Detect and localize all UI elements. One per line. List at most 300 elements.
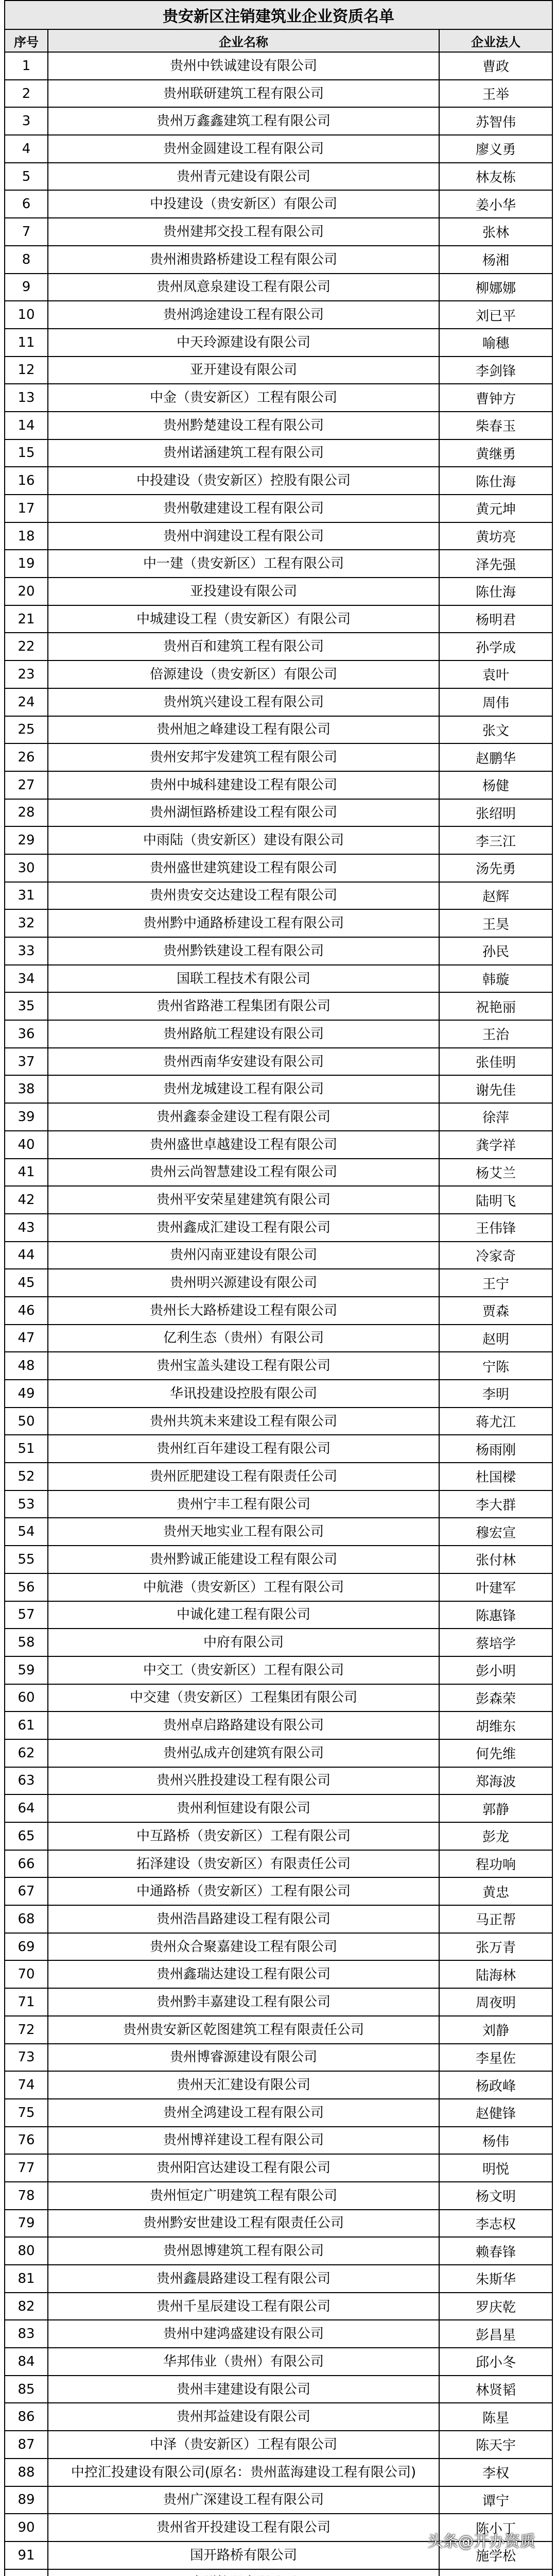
row-index: 42 <box>5 1186 48 1214</box>
row-index: 11 <box>5 329 48 357</box>
company-name: 贵州恒定广明建筑工程有限公司 <box>48 2182 439 2210</box>
table-row <box>5 52 552 80</box>
table-row <box>5 2210 552 2238</box>
table-row <box>5 633 552 660</box>
row-index: 53 <box>5 1490 48 1518</box>
company-name: 贵州天地实业工程有限公司 <box>48 1518 439 1546</box>
legal-representative: 杨健 <box>439 771 552 799</box>
legal-representative: 黄忠 <box>439 1877 552 1905</box>
table-row <box>5 1490 552 1518</box>
row-index: 79 <box>5 2210 48 2238</box>
company-name: 贵州百和建筑工程有限公司 <box>48 633 439 660</box>
company-name: 贵州红百年建设工程有限公司 <box>48 1435 439 1463</box>
legal-representative: 刘静 <box>439 2016 552 2044</box>
row-index: 82 <box>5 2293 48 2320</box>
table-row <box>5 301 552 329</box>
legal-representative: 柳娜娜 <box>439 274 552 301</box>
company-name: 中诚化建工程有限公司 <box>48 1601 439 1629</box>
document-sheet <box>4 0 552 2576</box>
row-index: 34 <box>5 965 48 993</box>
table-row <box>5 799 552 827</box>
table-row <box>5 1684 552 1712</box>
table-row <box>5 495 552 522</box>
legal-representative <box>439 2569 552 2576</box>
legal-representative: 王治 <box>439 1020 552 1048</box>
legal-representative: 孙学成 <box>439 633 552 660</box>
column-header-legal-rep: 企业法人 <box>439 29 552 52</box>
legal-representative: 祝艳丽 <box>439 992 552 1020</box>
legal-representative: 明悦 <box>439 2154 552 2182</box>
legal-representative: 叶建军 <box>439 1573 552 1601</box>
row-index: 4 <box>5 135 48 163</box>
row-index: 75 <box>5 2099 48 2127</box>
legal-representative: 谭宁 <box>439 2486 552 2514</box>
table-row <box>5 826 552 854</box>
table-row <box>5 439 552 467</box>
company-name: 贵州黔中通路桥建设工程有限公司 <box>48 909 439 937</box>
company-name: 中控汇投建设有限公司(原名：贵州蓝海建设工程有限公司) <box>48 2459 439 2486</box>
company-name: 贵州湘贵路桥建设工程有限公司 <box>48 246 439 274</box>
row-index: 77 <box>5 2154 48 2182</box>
row-index: 19 <box>5 550 48 578</box>
legal-representative: 杨湘 <box>439 246 552 274</box>
table-row <box>5 660 552 688</box>
table-row <box>5 2016 552 2044</box>
row-index: 67 <box>5 1877 48 1905</box>
legal-representative: 蔡培学 <box>439 1629 552 1656</box>
legal-representative: 张佳明 <box>439 1048 552 1076</box>
table-row <box>5 1159 552 1187</box>
legal-representative: 苏智伟 <box>439 107 552 135</box>
legal-representative: 陈惠锋 <box>439 1601 552 1629</box>
legal-representative: 李权 <box>439 2459 552 2486</box>
table-row <box>5 2127 552 2155</box>
row-index: 87 <box>5 2431 48 2459</box>
table-row <box>5 1463 552 1490</box>
row-index: 1 <box>5 52 48 80</box>
table-row <box>5 1850 552 1878</box>
row-index: 50 <box>5 1408 48 1435</box>
row-index: 23 <box>5 660 48 688</box>
legal-representative: 赵健锋 <box>439 2099 552 2127</box>
legal-representative: 曹政 <box>439 52 552 80</box>
row-index: 29 <box>5 826 48 854</box>
table-row <box>5 1739 552 1767</box>
legal-representative: 赵明 <box>439 1325 552 1352</box>
table-row <box>5 716 552 744</box>
table-row <box>5 1988 552 2016</box>
company-name: 贵州青元建设有限公司 <box>48 163 439 191</box>
row-index: 44 <box>5 1242 48 1269</box>
table-row <box>5 246 552 274</box>
row-index: 14 <box>5 412 48 439</box>
row-index: 56 <box>5 1573 48 1601</box>
table-row <box>5 965 552 993</box>
row-index: 30 <box>5 854 48 882</box>
legal-representative: 姜小华 <box>439 190 552 218</box>
legal-representative: 龚学祥 <box>439 1131 552 1159</box>
table-row <box>5 1075 552 1103</box>
company-name: 贵州中城科建建设工程有限公司 <box>48 771 439 799</box>
legal-representative: 张文 <box>439 716 552 744</box>
company-name: 贵州闪南亚建设有限公司 <box>48 1242 439 1269</box>
company-name: 贵州安邦宇发建筑工程有限公司 <box>48 743 439 771</box>
table-row <box>5 1325 552 1352</box>
table-row <box>5 1408 552 1435</box>
company-name: 华讯投建设控股有限公司 <box>48 1380 439 1408</box>
row-index: 28 <box>5 799 48 827</box>
legal-representative: 喻穗 <box>439 329 552 357</box>
table-row <box>5 329 552 357</box>
company-name: 亚开建设有限公司 <box>48 357 439 384</box>
company-name: 贵州盛世建筑建设工程有限公司 <box>48 854 439 882</box>
row-index: 65 <box>5 1822 48 1850</box>
row-index: 13 <box>5 384 48 412</box>
row-index: 10 <box>5 301 48 329</box>
table-row <box>5 2237 552 2265</box>
row-index: 5 <box>5 163 48 191</box>
table-row <box>5 1352 552 1380</box>
table-row <box>5 1822 552 1850</box>
company-name: 贵州恩博建筑工程有限公司 <box>48 2237 439 2265</box>
company-name: 贵州省开投建设工程有限公司 <box>48 2514 439 2541</box>
table-header-row <box>5 29 552 52</box>
table-row <box>5 2320 552 2348</box>
company-name: 倍源建设（贵安新区）有限公司 <box>48 660 439 688</box>
table-row <box>5 1573 552 1601</box>
row-index: 89 <box>5 2486 48 2514</box>
table-row <box>5 937 552 965</box>
table-row <box>5 2348 552 2376</box>
row-index: 64 <box>5 1794 48 1822</box>
table-row <box>5 2459 552 2486</box>
legal-representative: 陈仕海 <box>439 467 552 495</box>
company-name: 亚投建设有限公司 <box>48 578 439 605</box>
legal-representative: 张绍明 <box>439 799 552 827</box>
table-row <box>5 1269 552 1297</box>
table-row <box>5 1601 552 1629</box>
legal-representative: 彭森荣 <box>439 1684 552 1712</box>
legal-representative: 王举 <box>439 80 552 108</box>
company-name: 贵州弘成卉创建筑有限公司 <box>48 1739 439 1767</box>
row-index: 35 <box>5 992 48 1020</box>
table-row <box>5 688 552 716</box>
legal-representative: 穆宏宣 <box>439 1518 552 1546</box>
legal-representative: 王宁 <box>439 1269 552 1297</box>
legal-representative: 黄元坤 <box>439 495 552 522</box>
table-row <box>5 1242 552 1269</box>
row-index: 21 <box>5 605 48 633</box>
table-row <box>5 2486 552 2514</box>
row-index: 32 <box>5 909 48 937</box>
company-name: 贵州利恒建设有限公司 <box>48 1794 439 1822</box>
company-name: 贵州西南华安建设有限公司 <box>48 1048 439 1076</box>
legal-representative: 杨伟 <box>439 2127 552 2155</box>
row-index: 12 <box>5 357 48 384</box>
table-row <box>5 274 552 301</box>
table-row <box>5 1960 552 1988</box>
company-name: 贵州凤意泉建设工程有限公司 <box>48 274 439 301</box>
legal-representative: 蒋尤江 <box>439 1408 552 1435</box>
legal-representative: 何先维 <box>439 1739 552 1767</box>
table-row <box>5 578 552 605</box>
company-name: 贵州龙城建设工程有限公司 <box>48 1075 439 1103</box>
legal-representative: 贾森 <box>439 1297 552 1325</box>
company-name: 贵州黔铁建设工程有限公司 <box>48 937 439 965</box>
table-row <box>5 605 552 633</box>
table-row <box>5 1933 552 1961</box>
legal-representative: 林贤韬 <box>439 2376 552 2403</box>
company-name: 中投建设（贵安新区）有限公司 <box>48 190 439 218</box>
company-name: 贵州省路港工程集团有限公司 <box>48 992 439 1020</box>
company-name: 贵州浩昌路建设工程有限公司 <box>48 1905 439 1933</box>
company-name: 国联工程技术有限公司 <box>48 965 439 993</box>
row-index: 36 <box>5 1020 48 1048</box>
table-row <box>5 2071 552 2099</box>
row-index: 45 <box>5 1269 48 1297</box>
company-name: 贵州邦益建设有限公司 <box>48 2403 439 2431</box>
row-index: 8 <box>5 246 48 274</box>
company-name: 贵州鑫成汇建设工程有限公司 <box>48 1214 439 1242</box>
company-name: 拓泽建设（贵安新区）有限责任公司 <box>48 1850 439 1878</box>
table-row <box>5 1131 552 1159</box>
table-row <box>5 2431 552 2459</box>
table-row <box>5 2099 552 2127</box>
legal-representative: 汤先勇 <box>439 854 552 882</box>
company-name <box>48 2569 439 2576</box>
table-row <box>5 1711 552 1739</box>
table-row <box>5 854 552 882</box>
company-name: 中通路桥（贵安新区）工程有限公司 <box>48 1877 439 1905</box>
row-index: 81 <box>5 2265 48 2293</box>
legal-representative: 陈天宇 <box>439 2431 552 2459</box>
company-name: 贵州鑫晨路建设工程有限公司 <box>48 2265 439 2293</box>
row-index: 22 <box>5 633 48 660</box>
company-name: 贵州博睿源建设有限公司 <box>48 2044 439 2072</box>
row-index: 68 <box>5 1905 48 1933</box>
legal-representative: 泽先强 <box>439 550 552 578</box>
company-name: 亿利生态（贵州）有限公司 <box>48 1325 439 1352</box>
legal-representative: 程功响 <box>439 1850 552 1878</box>
legal-representative: 杨艾兰 <box>439 1159 552 1187</box>
table-row <box>5 1518 552 1546</box>
row-index: 20 <box>5 578 48 605</box>
legal-representative: 宁陈 <box>439 1352 552 1380</box>
company-name: 贵州中润建设工程有限公司 <box>48 522 439 550</box>
row-index: 83 <box>5 2320 48 2348</box>
legal-representative: 彭昌星 <box>439 2320 552 2348</box>
company-name: 贵州金圆建设工程有限公司 <box>48 135 439 163</box>
table-row <box>5 2293 552 2320</box>
company-name: 贵州全鸿建设工程有限公司 <box>48 2099 439 2127</box>
legal-representative: 朱斯华 <box>439 2265 552 2293</box>
row-index: 3 <box>5 107 48 135</box>
table-row <box>5 1214 552 1242</box>
table-row <box>5 1656 552 1684</box>
company-name: 贵州鸿途建设工程有限公司 <box>48 301 439 329</box>
row-index: 66 <box>5 1850 48 1878</box>
row-index: 2 <box>5 80 48 108</box>
legal-representative: 陆海林 <box>439 1960 552 1988</box>
table-row <box>5 1380 552 1408</box>
legal-representative: 袁叶 <box>439 660 552 688</box>
company-name: 贵州贵安新区乾图建筑工程有限责任公司 <box>48 2016 439 2044</box>
legal-representative: 张万青 <box>439 1933 552 1961</box>
row-index: 24 <box>5 688 48 716</box>
watermark-text: 头条@开办资质 <box>427 2533 535 2551</box>
row-index: 47 <box>5 1325 48 1352</box>
row-index: 70 <box>5 1960 48 1988</box>
row-index: 78 <box>5 2182 48 2210</box>
row-index: 80 <box>5 2237 48 2265</box>
table-row <box>5 522 552 550</box>
company-name: 贵州黔诚正能建设工程有限公司 <box>48 1546 439 1573</box>
company-name: 贵州千星辰建设工程有限公司 <box>48 2293 439 2320</box>
row-index: 91 <box>5 2541 48 2569</box>
row-index: 39 <box>5 1103 48 1131</box>
legal-representative: 徐萍 <box>439 1103 552 1131</box>
page-title: 贵安新区注销建筑业企业资质名单 <box>5 1 552 29</box>
company-name: 贵州云尚智慧建设工程有限公司 <box>48 1159 439 1187</box>
company-name: 贵州中建鸿盛建设有限公司 <box>48 2320 439 2348</box>
company-name: 贵州盛世卓越建设工程有限公司 <box>48 1131 439 1159</box>
row-index: 71 <box>5 1988 48 2016</box>
legal-representative: 曹钟方 <box>439 384 552 412</box>
company-name: 贵州明兴源建设有限公司 <box>48 1269 439 1297</box>
legal-representative: 赵辉 <box>439 882 552 910</box>
legal-representative: 施学松 <box>439 2541 552 2569</box>
company-name: 贵州众合聚嘉建设工程有限公司 <box>48 1933 439 1961</box>
table-row <box>5 1629 552 1656</box>
company-name: 贵州宁丰工程有限公司 <box>48 1490 439 1518</box>
row-index: 48 <box>5 1352 48 1380</box>
table-title-row <box>5 1 552 29</box>
row-index: 37 <box>5 1048 48 1076</box>
row-index: 46 <box>5 1297 48 1325</box>
table-row <box>5 1767 552 1795</box>
legal-representative: 杨明君 <box>439 605 552 633</box>
table-row <box>5 190 552 218</box>
legal-representative: 谢先佳 <box>439 1075 552 1103</box>
legal-representative: 赵鹏华 <box>439 743 552 771</box>
company-name: 中航港（贵安新区）工程有限公司 <box>48 1573 439 1601</box>
legal-representative: 陆明飞 <box>439 1186 552 1214</box>
legal-representative: 陈仕海 <box>439 578 552 605</box>
row-index: 31 <box>5 882 48 910</box>
table-row <box>5 2182 552 2210</box>
legal-representative: 李志权 <box>439 2210 552 2238</box>
row-index: 9 <box>5 274 48 301</box>
company-name: 贵州敬建建设工程有限公司 <box>48 495 439 522</box>
legal-representative: 李大群 <box>439 1490 552 1518</box>
company-name: 贵州长大路桥建设工程有限公司 <box>48 1297 439 1325</box>
company-name: 贵州贵安交达建设工程有限公司 <box>48 882 439 910</box>
legal-representative: 李明 <box>439 1380 552 1408</box>
table-row <box>5 1186 552 1214</box>
legal-representative: 孙民 <box>439 937 552 965</box>
legal-representative: 张付林 <box>439 1546 552 1573</box>
row-index: 25 <box>5 716 48 744</box>
row-index: 57 <box>5 1601 48 1629</box>
table-row <box>5 2376 552 2403</box>
row-index: 63 <box>5 1767 48 1795</box>
table-row <box>5 2265 552 2293</box>
legal-representative: 马正帮 <box>439 1905 552 1933</box>
legal-representative: 彭小明 <box>439 1656 552 1684</box>
company-name: 贵州旭之峰建设工程有限公司 <box>48 716 439 744</box>
table-row <box>5 80 552 108</box>
company-name: 贵州湖恒路桥建设工程有限公司 <box>48 799 439 827</box>
company-name: 贵州鑫瑞达建设工程有限公司 <box>48 1960 439 1988</box>
legal-representative: 杨雨刚 <box>439 1435 552 1463</box>
table-row <box>5 467 552 495</box>
row-index: 15 <box>5 439 48 467</box>
company-name: 中天玲源建设有限公司 <box>48 329 439 357</box>
row-index: 55 <box>5 1546 48 1573</box>
table-row <box>5 2154 552 2182</box>
column-header-index: 序号 <box>5 29 48 52</box>
table-row <box>5 2044 552 2072</box>
table-row <box>5 909 552 937</box>
legal-representative: 周伟 <box>439 688 552 716</box>
company-name: 贵州兴胜投建设工程有限公司 <box>48 1767 439 1795</box>
table-row <box>5 357 552 384</box>
row-index: 76 <box>5 2127 48 2155</box>
row-index: 17 <box>5 495 48 522</box>
legal-representative: 林友栋 <box>439 163 552 191</box>
company-name: 贵州平安荣星建建筑有限公司 <box>48 1186 439 1214</box>
legal-representative: 杜国樑 <box>439 1463 552 1490</box>
legal-representative: 罗庆乾 <box>439 2293 552 2320</box>
row-index: 43 <box>5 1214 48 1242</box>
company-name: 贵州万鑫鑫建筑工程有限公司 <box>48 107 439 135</box>
row-index: 52 <box>5 1463 48 1490</box>
row-index: 62 <box>5 1739 48 1767</box>
company-name: 中一建（贵安新区）工程有限公司 <box>48 550 439 578</box>
legal-representative: 杨政峰 <box>439 2071 552 2099</box>
table-row <box>5 135 552 163</box>
table-row <box>5 1435 552 1463</box>
table-row <box>5 550 552 578</box>
legal-representative: 黄继勇 <box>439 439 552 467</box>
row-index: 54 <box>5 1518 48 1546</box>
row-index: 27 <box>5 771 48 799</box>
company-name: 华邦伟业（贵州）有限公司 <box>48 2348 439 2376</box>
row-index: 74 <box>5 2071 48 2099</box>
row-index: 61 <box>5 1711 48 1739</box>
table-row <box>5 2403 552 2431</box>
table-row <box>5 882 552 910</box>
row-index: 88 <box>5 2459 48 2486</box>
row-index: 33 <box>5 937 48 965</box>
table-row <box>5 1546 552 1573</box>
company-name: 贵州宝盖头建设工程有限公司 <box>48 1352 439 1380</box>
table-row <box>5 218 552 246</box>
company-name: 贵州筑兴建设工程有限公司 <box>48 688 439 716</box>
row-index: 72 <box>5 2016 48 2044</box>
row-index: 40 <box>5 1131 48 1159</box>
table-row <box>5 1020 552 1048</box>
company-name: 中雨陆（贵安新区）建设有限公司 <box>48 826 439 854</box>
legal-representative: 王伟锋 <box>439 1214 552 1242</box>
legal-representative: 刘已平 <box>439 301 552 329</box>
legal-representative: 黄坊亮 <box>439 522 552 550</box>
legal-representative: 冷家奇 <box>439 1242 552 1269</box>
company-list-table <box>4 0 553 2576</box>
row-index: 41 <box>5 1159 48 1187</box>
row-index: 90 <box>5 2514 48 2541</box>
table-row <box>5 1103 552 1131</box>
